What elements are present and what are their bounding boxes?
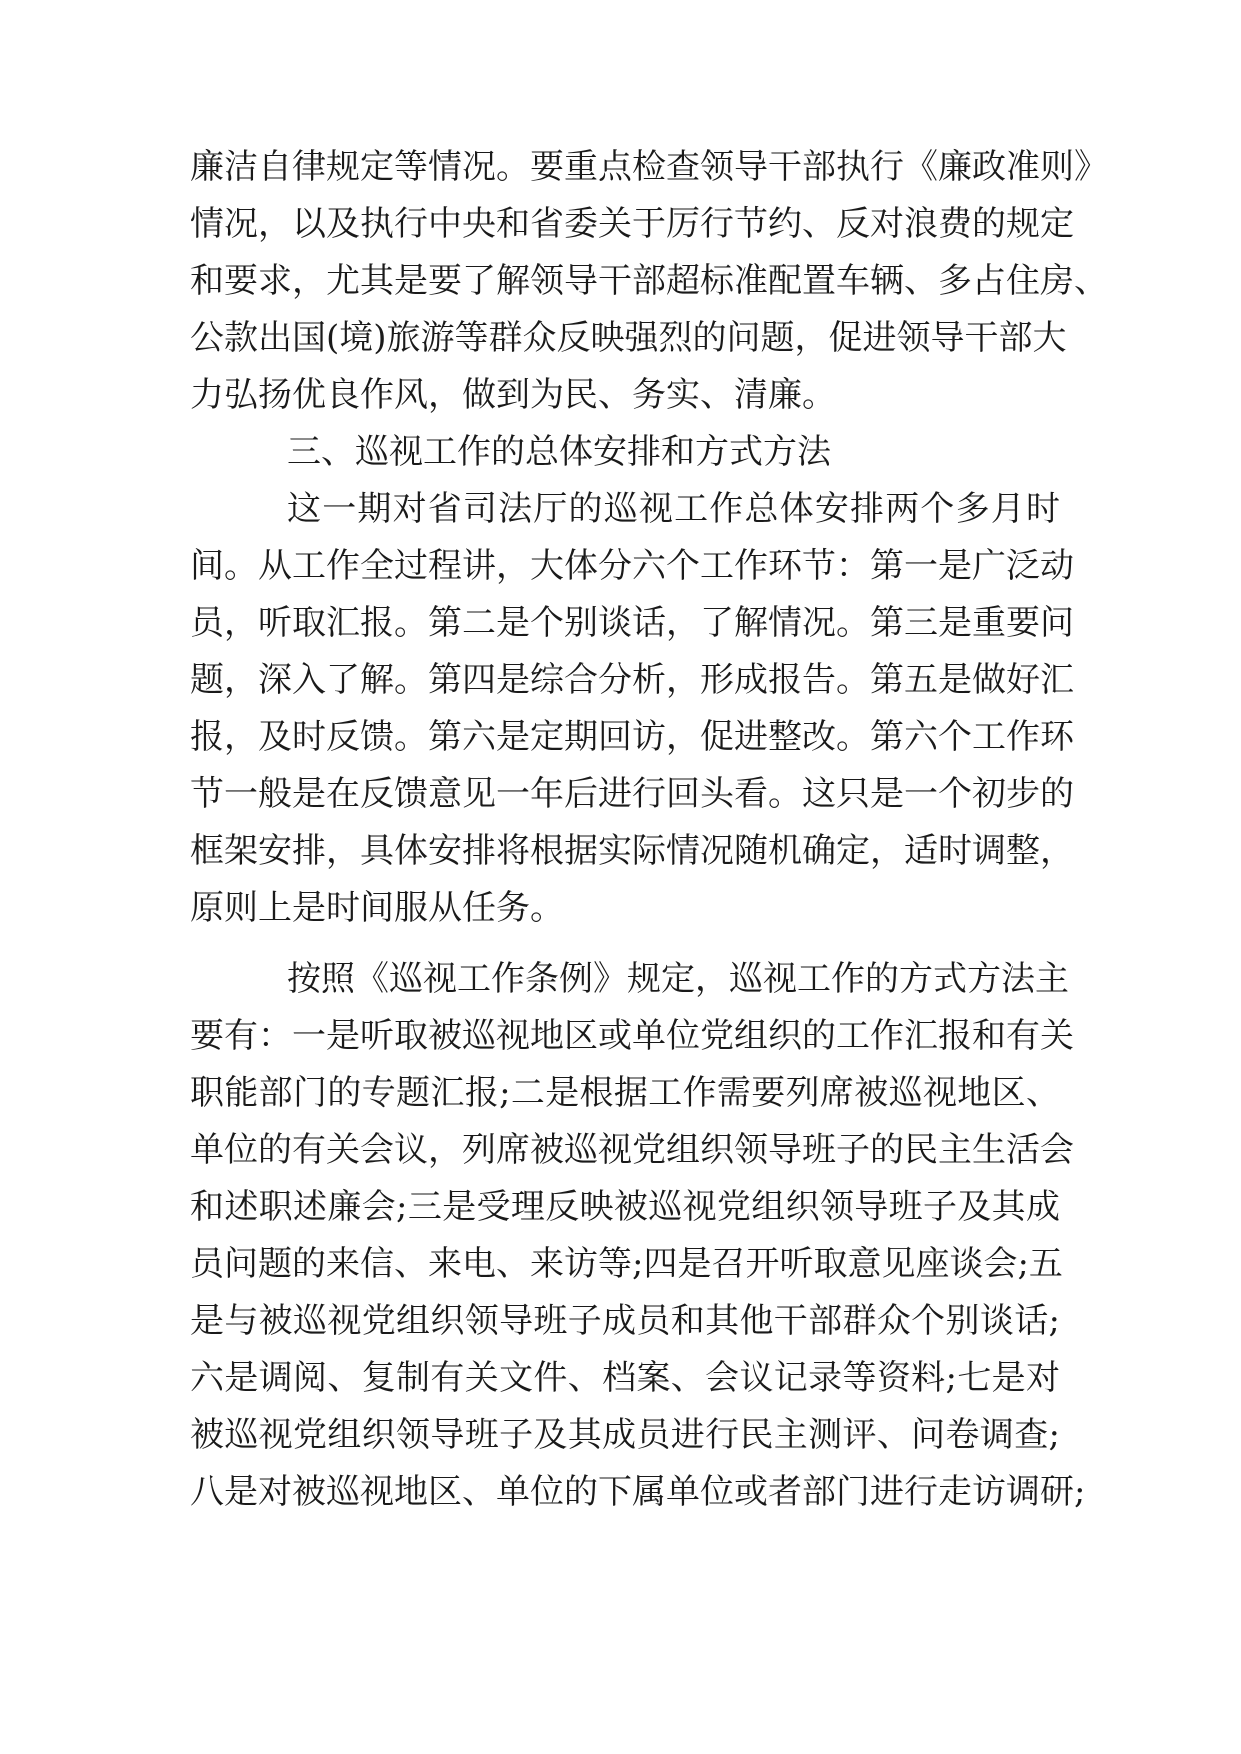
text-line: 节一般是在反馈意见一年后进行回头看。这只是一个初步的 <box>190 774 1074 814</box>
text-line: 题，深入了解。第四是综合分析，形成报告。第五是做好汇 <box>190 660 1074 700</box>
text-line: 这一期对省司法厅的巡视工作总体安排两个多月时 <box>287 489 1060 529</box>
document-body <box>190 139 1108 1521</box>
text-line: 间。从工作全过程讲，大体分六个工作环节：第一是广泛动 <box>190 546 1074 586</box>
paragraph-gap <box>190 937 1060 951</box>
text-line: 力弘扬优良作风，做到为民、务实、清廉。 <box>190 375 836 415</box>
section-heading: 三、巡视工作的总体安排和方式方法 <box>287 432 831 472</box>
text-line: 报，及时反馈。第六是定期回访，促进整改。第六个工作环 <box>190 717 1074 757</box>
text-line: 员，听取汇报。第二是个别谈话，了解情况。第三是重要问 <box>190 603 1074 643</box>
text-line: 单位的有关会议，列席被巡视党组织领导班子的民主生活会 <box>190 1130 1074 1170</box>
text-line: 和述职述廉会;三是受理反映被巡视党组织领导班子及其成 <box>190 1187 1061 1227</box>
text-line: 按照《巡视工作条例》规定，巡视工作的方式方法主 <box>287 959 1069 999</box>
text-line: 要有：一是听取被巡视地区或单位党组织的工作汇报和有关 <box>190 1016 1074 1056</box>
text-line: 廉洁自律规定等情况。要重点检查领导干部执行《廉政准则》 <box>190 147 1108 187</box>
text-line: 框架安排，具体安排将根据实际情况随机确定，适时调整， <box>190 831 1074 871</box>
text-line: 员问题的来信、来电、来访等;四是召开听取意见座谈会;五 <box>190 1244 1063 1284</box>
text-line: 六是调阅、复制有关文件、档案、会议记录等资料;七是对 <box>190 1358 1061 1398</box>
text-line: 职能部门的专题汇报;二是根据工作需要列席被巡视地区、 <box>190 1073 1060 1113</box>
text-line: 公款出国(境)旅游等群众反映强烈的问题，促进领导干部大 <box>190 318 1067 358</box>
text-line: 情况，以及执行中央和省委关于厉行节约、反对浪费的规定 <box>190 204 1074 244</box>
text-line: 原则上是时间服从任务。 <box>190 888 564 928</box>
text-line: 八是对被巡视地区、单位的下属单位或者部门进行走访调研; <box>190 1472 1086 1512</box>
text-line: 和要求，尤其是要了解领导干部超标准配置车辆、多占住房、 <box>190 261 1108 301</box>
text-line: 是与被巡视党组织领导班子成员和其他干部群众个别谈话; <box>190 1301 1060 1341</box>
text-line: 被巡视党组织领导班子及其成员进行民主测评、问卷调查; <box>190 1415 1060 1455</box>
